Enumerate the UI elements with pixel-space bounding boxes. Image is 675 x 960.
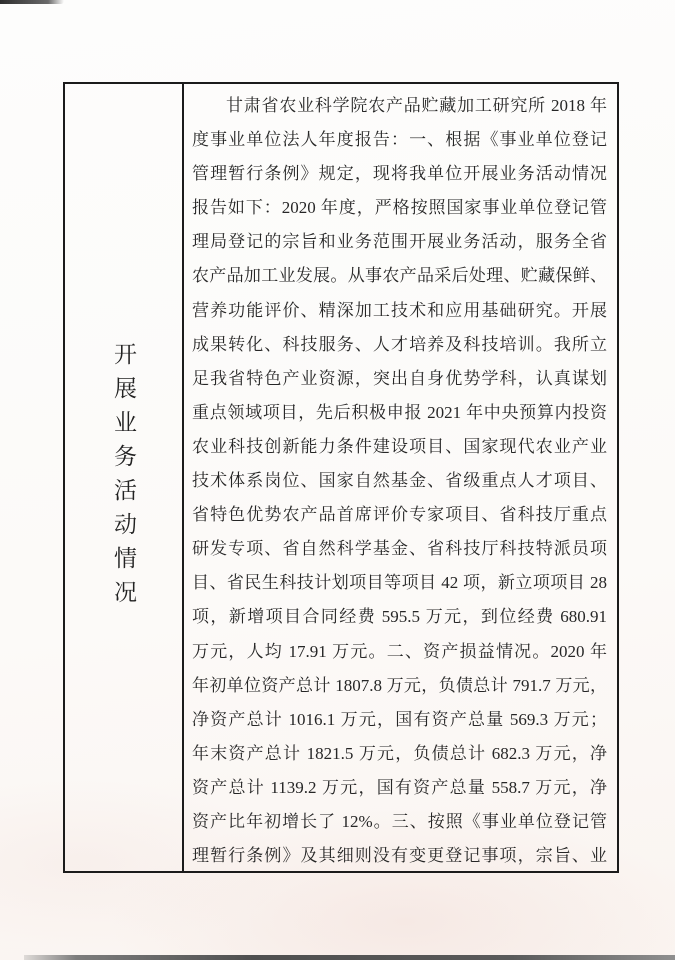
report-text-line: 农业科技创新能力条件建设项目、国家现代农业产业 <box>192 436 607 456</box>
report-text-line: 成果转化、科技服务、人才培养及科技培训。我所立 <box>192 334 607 354</box>
report-text-line: 年初单位资产总计 1807.8 万元，负债总计 791.7 万元， <box>192 675 607 695</box>
report-text-line: 度事业单位法人年度报告：一、根据《事业单位登记 <box>192 130 607 150</box>
report-text-line: 甘肃省农业科学院农产品贮藏加工研究所 2018 年 <box>226 96 607 115</box>
report-text-line: 资产总计 1139.2 万元，国有资产总量 558.7 万元，净 <box>192 777 607 797</box>
report-text-line: 项，新增项目合同经费 595.5 万元，到位经费 680.91 <box>192 607 607 627</box>
scan-artifact-top-edge <box>0 0 64 4</box>
report-text-line: 年末资产总计 1821.5 万元，负债总计 682.3 万元，净 <box>192 743 607 763</box>
report-text-line: 省特色优势农产品首席评价专家项目、省科技厅重点 <box>192 505 607 525</box>
report-body-cell <box>184 84 617 871</box>
report-text-line: 净资产总计 1016.1 万元，国有资产总量 569.3 万元； <box>192 709 607 729</box>
report-text-line: 重点领域项目，先后积极申报 2021 年中央预算内投资 <box>192 402 607 422</box>
row-label-cell <box>65 84 184 871</box>
report-text-line: 农产品加工业发展。从事农产品采后处理、贮藏保鲜、 <box>192 266 607 286</box>
report-text-line: 理局登记的宗旨和业务范围开展业务活动，服务全省 <box>192 232 607 252</box>
report-text-line: 足我省特色产业资源，突出自身优势学科，认真谋划 <box>192 368 607 388</box>
report-text-line: 技术体系岗位、国家自然基金、省级重点人才项目、 <box>192 471 607 491</box>
report-text-line: 管理暂行条例》规定，现将我单位开展业务活动情况 <box>192 164 607 184</box>
report-table <box>63 82 619 873</box>
report-text-line: 理暂行条例》及其细则没有变更登记事项，宗旨、业 <box>192 846 607 866</box>
row-label-business-activities: 开展业务活动情况 <box>111 341 136 614</box>
report-text-line: 万元，人均 17.91 万元。二、资产损益情况。2020 年 <box>192 641 607 661</box>
report-text-line: 目、省民生科技计划项目等项目 42 项，新立项项目 28 <box>192 573 607 593</box>
report-text-line: 资产比年初增长了 12%。三、按照《事业单位登记管 <box>192 811 607 831</box>
report-text-line: 报告如下：2020 年度，严格按照国家事业单位登记管 <box>192 198 607 218</box>
report-text-line: 营养功能评价、精深加工技术和应用基础研究。开展 <box>192 300 607 320</box>
report-text-line: 研发专项、省自然科学基金、省科技厅科技特派员项 <box>192 539 607 559</box>
scan-artifact-bottom-edge <box>24 955 675 960</box>
